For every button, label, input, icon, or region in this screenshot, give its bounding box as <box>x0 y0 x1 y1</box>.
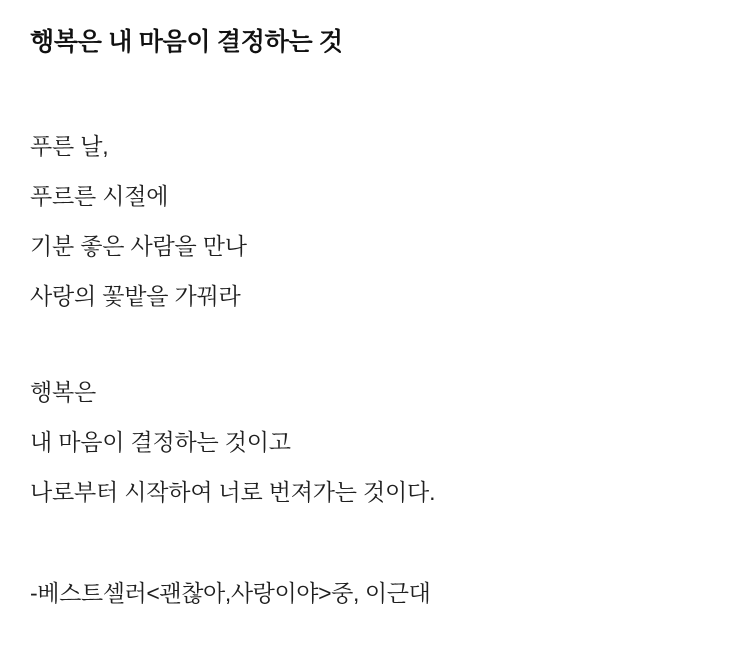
poem-line: 푸르른 시절에 <box>30 182 169 209</box>
poem-line: 내 마음이 결정하는 것이고 <box>30 428 291 455</box>
poem-line: 기분 좋은 사람을 만나 <box>30 232 247 259</box>
poem-line: 행복은 <box>30 378 97 405</box>
poem-line: 사랑의 꽃밭을 가꿔라 <box>30 282 241 309</box>
poem-line: 푸른 날, <box>30 132 109 159</box>
title-spacer <box>30 59 713 121</box>
page-title: 행복은 내 마음이 결정하는 것 <box>30 28 343 56</box>
poem-line: 나로부터 시작하여 너로 번져가는 것이다. <box>30 478 436 505</box>
poem-stanza-1 <box>30 121 713 321</box>
poem-stanza-2 <box>30 367 713 517</box>
attribution-text: -베스트셀러<괜찮아,사랑이야>중, 이근대 <box>30 579 431 606</box>
